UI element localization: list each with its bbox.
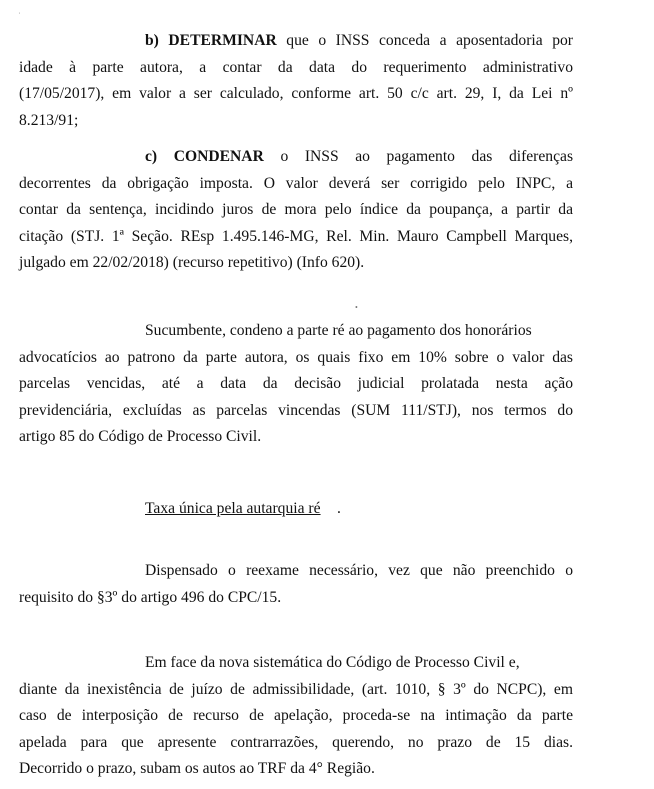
paragraph-line: caso de interposição de recurso de apelação, proceda-se na intimação da parte <box>19 707 573 724</box>
paragraph-c <box>19 144 573 277</box>
paragraph-line: advocatícios ao patrono da parte autora, os quais fixo em 10% sobre o valor das <box>19 348 573 366</box>
scan-mark: ˙ <box>18 11 21 20</box>
paragraph-reexame <box>19 558 573 611</box>
paragraph-line <box>19 144 573 171</box>
taxa-unica-period <box>337 496 341 523</box>
line-text: que o INSS conceda a aposentadoria por <box>286 32 573 49</box>
paragraph-line: previdenciária, excluídas as parcelas vincendas (SUM 111/STJ), nos termos do <box>19 401 573 419</box>
taxa-unica-line <box>145 496 321 523</box>
paragraph-sucumbencia <box>19 318 573 451</box>
paragraph-line: idade à parte autora, a contar da data do requerimento administrativo <box>19 58 573 76</box>
paragraph-line: diante da inexistência de juízo de admissibilidade, (art. 1010, § 3º do NCPC), em <box>19 680 573 698</box>
paragraph-line: Decorrido o prazo, subam os autos ao TRF da 4° Região. <box>19 760 375 777</box>
paragraph-line: requisito do §3º do artigo 496 do CPC/15. <box>19 588 282 606</box>
paragraph-line: julgado em 22/02/2018) (recurso repetitivo) (Info 620). <box>19 254 365 271</box>
paragraph-apelacao <box>19 650 573 783</box>
taxa-unica-text: Taxa única pela autarquia ré <box>145 500 321 517</box>
item-keyword: DETERMINAR <box>168 32 277 49</box>
paragraph-line: citação (STJ. 1ª Seção. REsp 1.495.146-MG, Rel. Min. Mauro Campbell Marques, <box>19 227 573 245</box>
paragraph-line: decorrentes da obrigação imposta. O valor deverá ser corrigido pelo INPC, a <box>19 174 573 192</box>
item-keyword: CONDENAR <box>173 148 264 165</box>
item-label: b) <box>145 32 159 49</box>
scan-mark: • <box>355 303 358 312</box>
paragraph-line: (17/05/2017), em valor a ser calculado, conforme art. 50 c/c art. 29, I, da Lei nº <box>19 85 573 102</box>
paragraph-b <box>19 28 573 134</box>
paragraph-line <box>19 28 573 55</box>
paragraph-line: apelada para que apresente contrarrazões, querendo, no prazo de 15 dias. <box>19 733 573 751</box>
paragraph-line: parcelas vencidas, até a data da decisão judicial prolatada nesta ação <box>19 375 573 392</box>
paragraph-line: Sucumbente, condeno a parte ré ao pagamento dos honorários <box>145 322 532 339</box>
item-label: c) <box>145 148 158 165</box>
paragraph-line: artigo 85 do Código de Processo Civil. <box>19 428 262 445</box>
paragraph-line: Dispensado o reexame necessário, vez que não preenchido o <box>145 562 573 579</box>
paragraph-line: Em face da nova sistemática do Código de Processo Civil e, <box>145 654 520 671</box>
paragraph-line: 8.213/91; <box>19 111 79 129</box>
period-text: . <box>337 500 341 517</box>
paragraph-line: contar da sentença, incidindo juros de mora pelo índice da poupança, a partir da <box>19 201 573 218</box>
line-text: o INSS ao pagamento das diferenças <box>280 148 574 165</box>
